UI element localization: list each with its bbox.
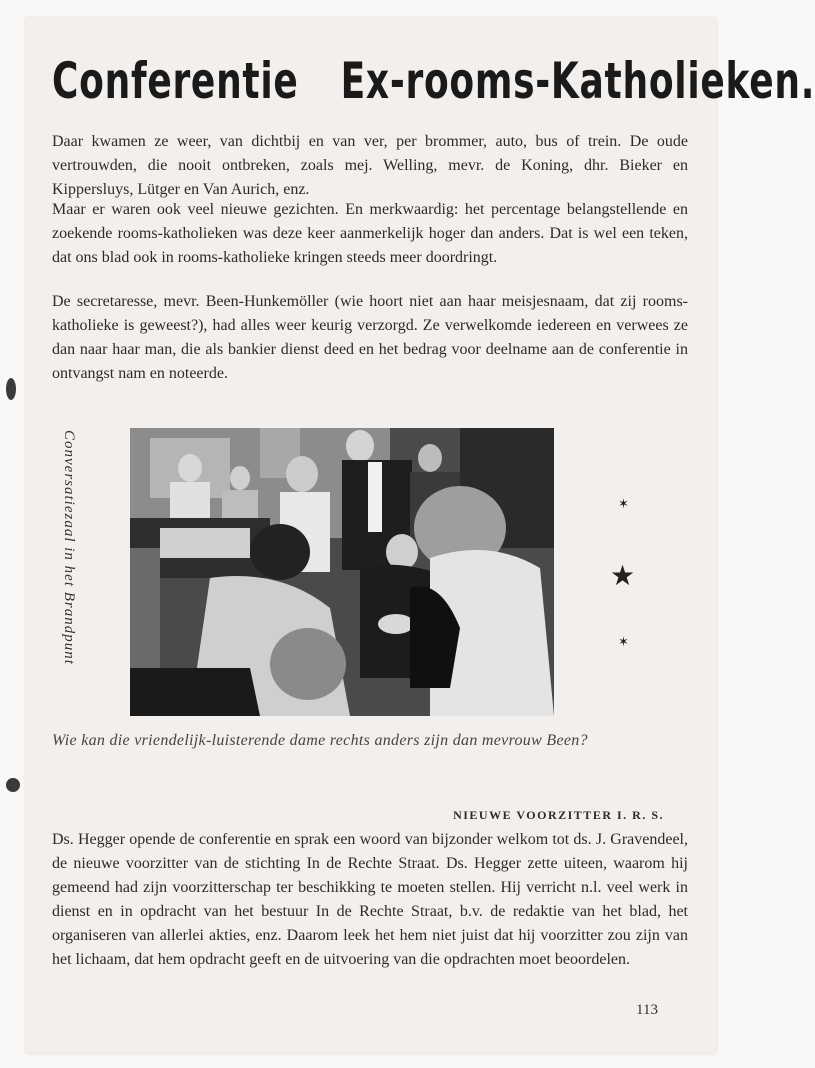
section-heading: NIEUWE VOORZITTER I. R. S. bbox=[453, 808, 664, 822]
paragraph-1: Daar kwamen ze weer, van dichtbij en van ver, per brommer, auto, bus of trein. De oude vertrouwden, die nooit ontbreken, zoals mej. Welling, mevr. de Koning, dhr. Bieker en Kippersluys, Lütger en Van Aurich, enz. bbox=[52, 133, 688, 198]
paragraph-2: Maar er waren ook veel nieuwe gezichten. En merkwaardig: het percentage belangstellende en zoekende rooms-katholieken was deze keer aanmerkelijk hoger dan anders. Dat is wel een teken, dat ons blad ook in rooms-katholieke kringen steeds meer doordringt. bbox=[52, 201, 688, 266]
photo-side-caption: Conversatiezaal in het Brandpunt bbox=[61, 430, 77, 665]
photo-illustration bbox=[130, 428, 554, 716]
binding-hole-mark-top bbox=[6, 378, 16, 400]
paragraph-3: De secretaresse, mevr. Been-Hunkemöller (wie hoort niet aan haar meisjesnaam, dat zij rooms-katholieke is geweest?), had alles weer keurig verzorgd. Ze verwelkomde iedereen en verwees ze dan naar haar man, die als bankier dienst deed en het bedrag voor deelname aan de conferentie in ontvangst nam en noteerde. bbox=[52, 293, 688, 382]
star-small-bottom: ✶ bbox=[618, 635, 629, 650]
page-number: 113 bbox=[636, 1002, 658, 1018]
binding-hole-mark-bottom bbox=[6, 778, 20, 792]
star-small-top: ✶ bbox=[618, 497, 629, 512]
star-large: ★ bbox=[610, 559, 636, 592]
photo-caption: Wie kan die vriendelijk-luisterende dame rechts anders zijn dan mevrouw Been? bbox=[52, 732, 588, 749]
article-title: Conferentie Ex-rooms-Katholieken. bbox=[52, 52, 815, 110]
photo-conversation-room bbox=[130, 428, 554, 716]
section-paragraph: Ds. Hegger opende de conferentie en sprak een woord van bijzonder welkom tot ds. J. Gravendeel, de nieuwe voorzitter van de stichting In de Rechte Straat. Ds. Hegger zette uiteen, waarom hij gemeend had zijn voorzitterschap ter beschikking te moeten stellen. Hij verricht n.l. veel werk in dienst en in opdracht van het bestuur In de Rechte Straat, b.v. de redaktie van het blad, het organiseren van allerlei akties, enz. Daarom leek het hem niet juist dat hij voorzitter zou zijn van het lichaam, dat hem opdracht geeft en de uitvoering van die opdrachten moet beoordelen. bbox=[52, 831, 688, 968]
document-page bbox=[26, 18, 815, 1053]
